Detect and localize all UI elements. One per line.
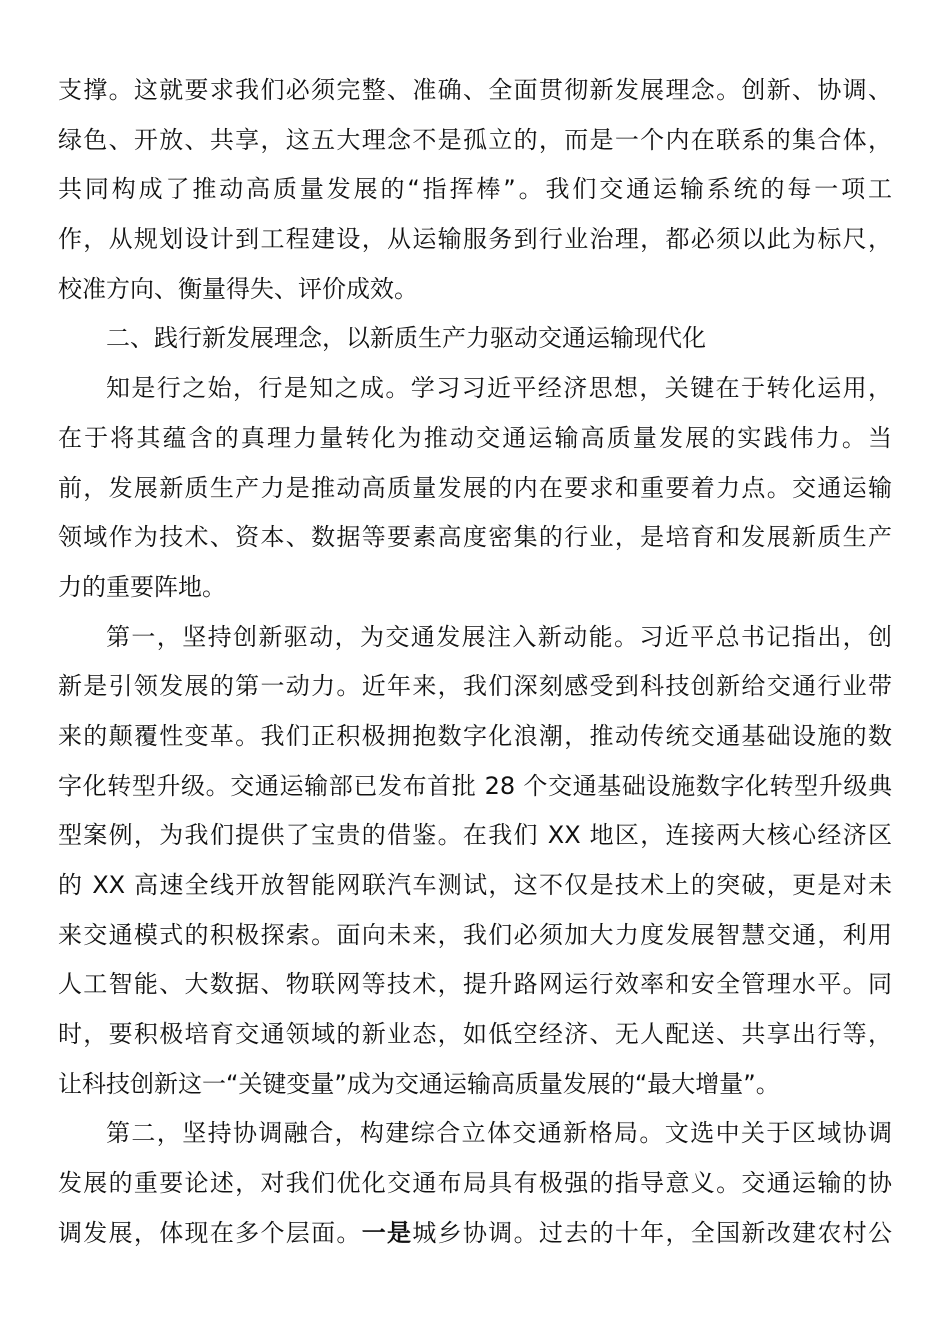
document-body (58, 66, 892, 1259)
text-line: 第一，坚持创新驱动，为交通发展注入新动能。习近平总书记指出，创 (106, 622, 892, 651)
text-line: 发展的重要论述，对我们优化交通布局具有极强的指导意义。交通运输的协 (58, 1169, 892, 1198)
paragraph (58, 613, 892, 1110)
text-line: 校准方向、衡量得失、评价成效。 (58, 274, 418, 303)
heading-line: 二、践行新发展理念，以新质生产力驱动交通运输现代化 (106, 324, 706, 353)
text-line: 新是引领发展的第一动力。近年来，我们深刻感受到科技创新给交通行业带 (58, 672, 892, 701)
text-line: 作，从规划设计到工程建设，从运输服务到行业治理，都必须以此为标尺， (58, 225, 892, 254)
text-line: 领域作为技术、资本、数据等要素高度密集的行业，是培育和发展新质生产 (58, 523, 892, 552)
paragraph (58, 1109, 892, 1258)
text-run: 城乡协调。过去的十年，全国新改建农村公 (412, 1218, 892, 1247)
emphasis-text: 一是 (361, 1218, 413, 1247)
text-line: 第二，坚持协调融合，构建综合立体交通新格局。文选中关于区域协调 (106, 1119, 892, 1148)
text-line: 力的重要阵地。 (58, 572, 226, 601)
text-line: 前，发展新质生产力是推动高质量发展的内在要求和重要着力点。交通运输 (58, 473, 892, 502)
text-line: 知是行之始，行是知之成。学习习近平经济思想，关键在于转化运用， (106, 374, 892, 403)
text-line: 型案例，为我们提供了宝贵的借鉴。在我们 XX 地区，连接两大核心经济区 (58, 821, 892, 850)
paragraph (58, 364, 892, 612)
text-line: 时，要积极培育交通领域的新业态，如低空经济、无人配送、共享出行等， (58, 1020, 892, 1049)
text-line: 字化转型升级。交通运输部已发布首批 28 个交通基础设施数字化转型升级典 (58, 771, 892, 800)
paragraph-continuation (58, 66, 892, 314)
text-line: 的 XX 高速全线开放智能网联汽车测试，这不仅是技术上的突破，更是对未 (58, 871, 892, 899)
text-line: 支撑。这就要求我们必须完整、准确、全面贯彻新发展理念。创新、协调、 (58, 76, 892, 104)
text-line: 绿色、开放、共享，这五大理念不是孤立的，而是一个内在联系的集合体， (58, 125, 892, 154)
text-run: 调发展，体现在多个层面。 (58, 1218, 362, 1247)
text-line: 来的颠覆性变革。我们正积极拥抱数字化浪潮，推动传统交通基础设施的数 (58, 721, 892, 750)
text-line (58, 1209, 892, 1259)
text-line: 来交通模式的积极探索。面向未来，我们必须加大力度发展智慧交通，利用 (58, 920, 892, 949)
text-line: 人工智能、大数据、物联网等技术，提升路网运行效率和安全管理水平。同 (58, 970, 892, 999)
text-line: 让科技创新这一“关键变量”成为交通运输高质量发展的“最大增量”。 (58, 1069, 780, 1098)
text-line: 在于将其蕴含的真理力量转化为推动交通运输高质量发展的实践伟力。当 (58, 423, 892, 452)
text-line: 共同构成了推动高质量发展的“指挥棒”。我们交通运输系统的每一项工 (58, 175, 892, 204)
section-heading (58, 314, 892, 364)
